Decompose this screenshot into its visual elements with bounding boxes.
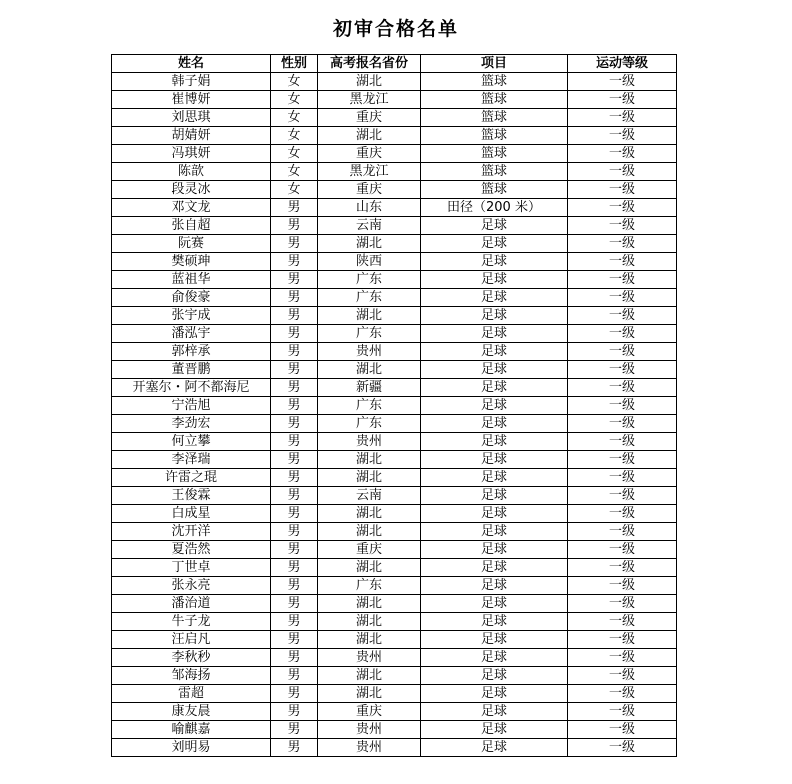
cell-name: 阮赛	[112, 235, 271, 253]
cell-gender: 男	[271, 307, 318, 325]
cell-level: 一级	[568, 73, 677, 91]
cell-province: 贵州	[318, 721, 421, 739]
cell-name: 潘治道	[112, 595, 271, 613]
cell-level: 一级	[568, 685, 677, 703]
table-row	[112, 199, 677, 217]
cell-gender: 男	[271, 703, 318, 721]
cell-name: 潘泓宇	[112, 325, 271, 343]
cell-name: 李劲宏	[112, 415, 271, 433]
table-row	[112, 397, 677, 415]
cell-event: 足球	[421, 721, 568, 739]
cell-gender: 男	[271, 469, 318, 487]
cell-province: 广东	[318, 577, 421, 595]
table-header	[112, 55, 677, 73]
cell-event: 足球	[421, 217, 568, 235]
cell-name: 樊硕珅	[112, 253, 271, 271]
cell-event: 足球	[421, 487, 568, 505]
cell-level: 一级	[568, 631, 677, 649]
cell-name: 汪启凡	[112, 631, 271, 649]
table-row	[112, 415, 677, 433]
cell-event: 足球	[421, 289, 568, 307]
cell-gender: 男	[271, 721, 318, 739]
cell-event: 足球	[421, 703, 568, 721]
table-row	[112, 271, 677, 289]
cell-event: 足球	[421, 541, 568, 559]
cell-gender: 男	[271, 577, 318, 595]
cell-gender: 男	[271, 271, 318, 289]
cell-name: 康友晨	[112, 703, 271, 721]
table-row	[112, 559, 677, 577]
cell-province: 湖北	[318, 451, 421, 469]
cell-event: 足球	[421, 613, 568, 631]
cell-event: 足球	[421, 271, 568, 289]
cell-gender: 女	[271, 91, 318, 109]
cell-level: 一级	[568, 577, 677, 595]
cell-province: 湖北	[318, 505, 421, 523]
cell-level: 一级	[568, 523, 677, 541]
cell-event: 足球	[421, 559, 568, 577]
cell-level: 一级	[568, 541, 677, 559]
cell-level: 一级	[568, 469, 677, 487]
cell-province: 云南	[318, 217, 421, 235]
cell-province: 贵州	[318, 343, 421, 361]
cell-gender: 女	[271, 163, 318, 181]
table-row	[112, 595, 677, 613]
cell-event: 足球	[421, 415, 568, 433]
table-row	[112, 235, 677, 253]
table-row	[112, 631, 677, 649]
cell-province: 湖北	[318, 667, 421, 685]
cell-gender: 男	[271, 487, 318, 505]
cell-name: 韩子娟	[112, 73, 271, 91]
cell-province: 湖北	[318, 613, 421, 631]
header-level: 运动等级	[568, 55, 677, 73]
header-row	[112, 55, 677, 73]
table-row	[112, 703, 677, 721]
cell-gender: 男	[271, 253, 318, 271]
cell-province: 重庆	[318, 145, 421, 163]
table-row	[112, 181, 677, 199]
cell-event: 足球	[421, 469, 568, 487]
cell-name: 何立攀	[112, 433, 271, 451]
cell-name: 郭梓承	[112, 343, 271, 361]
cell-gender: 男	[271, 397, 318, 415]
cell-province: 新疆	[318, 379, 421, 397]
cell-gender: 男	[271, 325, 318, 343]
header-gender: 性别	[271, 55, 318, 73]
cell-name: 王俊霖	[112, 487, 271, 505]
cell-level: 一级	[568, 487, 677, 505]
cell-event: 篮球	[421, 181, 568, 199]
cell-event: 足球	[421, 739, 568, 757]
cell-province: 山东	[318, 199, 421, 217]
cell-level: 一级	[568, 415, 677, 433]
table-row	[112, 649, 677, 667]
cell-province: 广东	[318, 397, 421, 415]
cell-level: 一级	[568, 361, 677, 379]
cell-province: 广东	[318, 289, 421, 307]
cell-level: 一级	[568, 739, 677, 757]
cell-province: 重庆	[318, 703, 421, 721]
cell-gender: 男	[271, 559, 318, 577]
table-row	[112, 685, 677, 703]
cell-province: 云南	[318, 487, 421, 505]
cell-name: 雷超	[112, 685, 271, 703]
cell-level: 一级	[568, 505, 677, 523]
header-province: 高考报名省份	[318, 55, 421, 73]
cell-province: 湖北	[318, 469, 421, 487]
cell-level: 一级	[568, 145, 677, 163]
cell-province: 贵州	[318, 649, 421, 667]
cell-level: 一级	[568, 343, 677, 361]
cell-province: 黑龙江	[318, 91, 421, 109]
cell-gender: 男	[271, 541, 318, 559]
cell-gender: 男	[271, 739, 318, 757]
cell-level: 一级	[568, 307, 677, 325]
cell-event: 足球	[421, 451, 568, 469]
cell-province: 湖北	[318, 685, 421, 703]
cell-name: 董晋鹏	[112, 361, 271, 379]
cell-level: 一级	[568, 613, 677, 631]
cell-gender: 男	[271, 451, 318, 469]
cell-province: 黑龙江	[318, 163, 421, 181]
cell-name: 冯琪妍	[112, 145, 271, 163]
cell-level: 一级	[568, 163, 677, 181]
table-row	[112, 613, 677, 631]
table-row	[112, 73, 677, 91]
cell-province: 湖北	[318, 73, 421, 91]
cell-province: 重庆	[318, 541, 421, 559]
table-row	[112, 523, 677, 541]
cell-name: 开塞尔・阿不都海尼	[112, 379, 271, 397]
table-row	[112, 667, 677, 685]
cell-event: 篮球	[421, 163, 568, 181]
cell-event: 篮球	[421, 127, 568, 145]
cell-name: 蓝祖华	[112, 271, 271, 289]
cell-event: 足球	[421, 307, 568, 325]
table-row	[112, 505, 677, 523]
cell-level: 一级	[568, 397, 677, 415]
cell-level: 一级	[568, 253, 677, 271]
cell-gender: 男	[271, 415, 318, 433]
cell-name: 沈开洋	[112, 523, 271, 541]
cell-gender: 男	[271, 523, 318, 541]
cell-level: 一级	[568, 721, 677, 739]
cell-name: 俞俊豪	[112, 289, 271, 307]
cell-gender: 男	[271, 631, 318, 649]
table-row	[112, 541, 677, 559]
cell-gender: 男	[271, 217, 318, 235]
header-event: 项目	[421, 55, 568, 73]
cell-gender: 男	[271, 649, 318, 667]
table-row	[112, 163, 677, 181]
cell-gender: 男	[271, 199, 318, 217]
cell-province: 广东	[318, 325, 421, 343]
cell-gender: 男	[271, 667, 318, 685]
cell-event: 足球	[421, 325, 568, 343]
cell-event: 篮球	[421, 73, 568, 91]
cell-level: 一级	[568, 91, 677, 109]
cell-gender: 女	[271, 145, 318, 163]
cell-event: 篮球	[421, 109, 568, 127]
cell-gender: 男	[271, 433, 318, 451]
cell-name: 许雷之琨	[112, 469, 271, 487]
cell-province: 湖北	[318, 307, 421, 325]
cell-level: 一级	[568, 595, 677, 613]
cell-name: 刘明易	[112, 739, 271, 757]
cell-name: 胡婧妍	[112, 127, 271, 145]
table-row	[112, 217, 677, 235]
cell-event: 足球	[421, 253, 568, 271]
cell-event: 足球	[421, 577, 568, 595]
cell-level: 一级	[568, 433, 677, 451]
table-row	[112, 307, 677, 325]
cell-level: 一级	[568, 703, 677, 721]
cell-level: 一级	[568, 127, 677, 145]
table-row	[112, 577, 677, 595]
cell-province: 贵州	[318, 433, 421, 451]
cell-name: 刘思琪	[112, 109, 271, 127]
cell-level: 一级	[568, 109, 677, 127]
cell-name: 张宇成	[112, 307, 271, 325]
cell-level: 一级	[568, 199, 677, 217]
cell-gender: 女	[271, 109, 318, 127]
cell-gender: 男	[271, 235, 318, 253]
cell-name: 陈歆	[112, 163, 271, 181]
cell-province: 陕西	[318, 253, 421, 271]
cell-name: 丁世卓	[112, 559, 271, 577]
cell-event: 田径（200 米）	[421, 199, 568, 217]
cell-province: 湖北	[318, 595, 421, 613]
cell-name: 宁浩旭	[112, 397, 271, 415]
cell-event: 足球	[421, 649, 568, 667]
cell-name: 李泽瑞	[112, 451, 271, 469]
table-row	[112, 289, 677, 307]
cell-gender: 女	[271, 127, 318, 145]
cell-event: 足球	[421, 685, 568, 703]
cell-gender: 男	[271, 361, 318, 379]
cell-province: 湖北	[318, 235, 421, 253]
table-row	[112, 739, 677, 757]
cell-event: 足球	[421, 667, 568, 685]
cell-province: 重庆	[318, 109, 421, 127]
cell-gender: 女	[271, 73, 318, 91]
table-row	[112, 433, 677, 451]
cell-province: 湖北	[318, 631, 421, 649]
cell-gender: 女	[271, 181, 318, 199]
cell-name: 喻麒嘉	[112, 721, 271, 739]
cell-level: 一级	[568, 379, 677, 397]
cell-name: 邹海扬	[112, 667, 271, 685]
cell-event: 足球	[421, 397, 568, 415]
cell-province: 湖北	[318, 523, 421, 541]
table-row	[112, 469, 677, 487]
table-row	[112, 325, 677, 343]
table-row	[112, 91, 677, 109]
cell-event: 足球	[421, 343, 568, 361]
cell-name: 夏浩然	[112, 541, 271, 559]
cell-name: 白成星	[112, 505, 271, 523]
cell-event: 篮球	[421, 145, 568, 163]
cell-name: 崔博妍	[112, 91, 271, 109]
table-row	[112, 487, 677, 505]
cell-province: 湖北	[318, 559, 421, 577]
cell-province: 湖北	[318, 127, 421, 145]
table-row	[112, 361, 677, 379]
cell-level: 一级	[568, 289, 677, 307]
cell-event: 足球	[421, 235, 568, 253]
cell-province: 湖北	[318, 361, 421, 379]
cell-name: 邓文龙	[112, 199, 271, 217]
cell-gender: 男	[271, 595, 318, 613]
cell-province: 广东	[318, 271, 421, 289]
cell-gender: 男	[271, 343, 318, 361]
table-row	[112, 343, 677, 361]
cell-level: 一级	[568, 271, 677, 289]
qualified-list-table	[111, 54, 677, 757]
table-row	[112, 721, 677, 739]
table-body	[112, 73, 677, 757]
cell-level: 一级	[568, 649, 677, 667]
cell-event: 足球	[421, 595, 568, 613]
table-row	[112, 379, 677, 397]
cell-level: 一级	[568, 181, 677, 199]
cell-event: 足球	[421, 523, 568, 541]
cell-province: 广东	[318, 415, 421, 433]
cell-event: 足球	[421, 505, 568, 523]
cell-province: 贵州	[318, 739, 421, 757]
cell-province: 重庆	[318, 181, 421, 199]
cell-name: 段灵冰	[112, 181, 271, 199]
table-row	[112, 109, 677, 127]
table-row	[112, 451, 677, 469]
cell-event: 篮球	[421, 91, 568, 109]
cell-level: 一级	[568, 325, 677, 343]
document-title: 初审合格名单	[332, 18, 459, 40]
cell-gender: 男	[271, 685, 318, 703]
cell-gender: 男	[271, 613, 318, 631]
cell-level: 一级	[568, 451, 677, 469]
cell-gender: 男	[271, 505, 318, 523]
cell-gender: 男	[271, 379, 318, 397]
cell-gender: 男	[271, 289, 318, 307]
cell-level: 一级	[568, 667, 677, 685]
cell-event: 足球	[421, 361, 568, 379]
cell-event: 足球	[421, 433, 568, 451]
table-row	[112, 253, 677, 271]
cell-event: 足球	[421, 631, 568, 649]
cell-name: 张自超	[112, 217, 271, 235]
cell-name: 牛子龙	[112, 613, 271, 631]
table-row	[112, 127, 677, 145]
cell-event: 足球	[421, 379, 568, 397]
cell-level: 一级	[568, 559, 677, 577]
cell-name: 李秋秒	[112, 649, 271, 667]
header-name: 姓名	[112, 55, 271, 73]
cell-name: 张永亮	[112, 577, 271, 595]
cell-level: 一级	[568, 235, 677, 253]
cell-level: 一级	[568, 217, 677, 235]
table-row	[112, 145, 677, 163]
